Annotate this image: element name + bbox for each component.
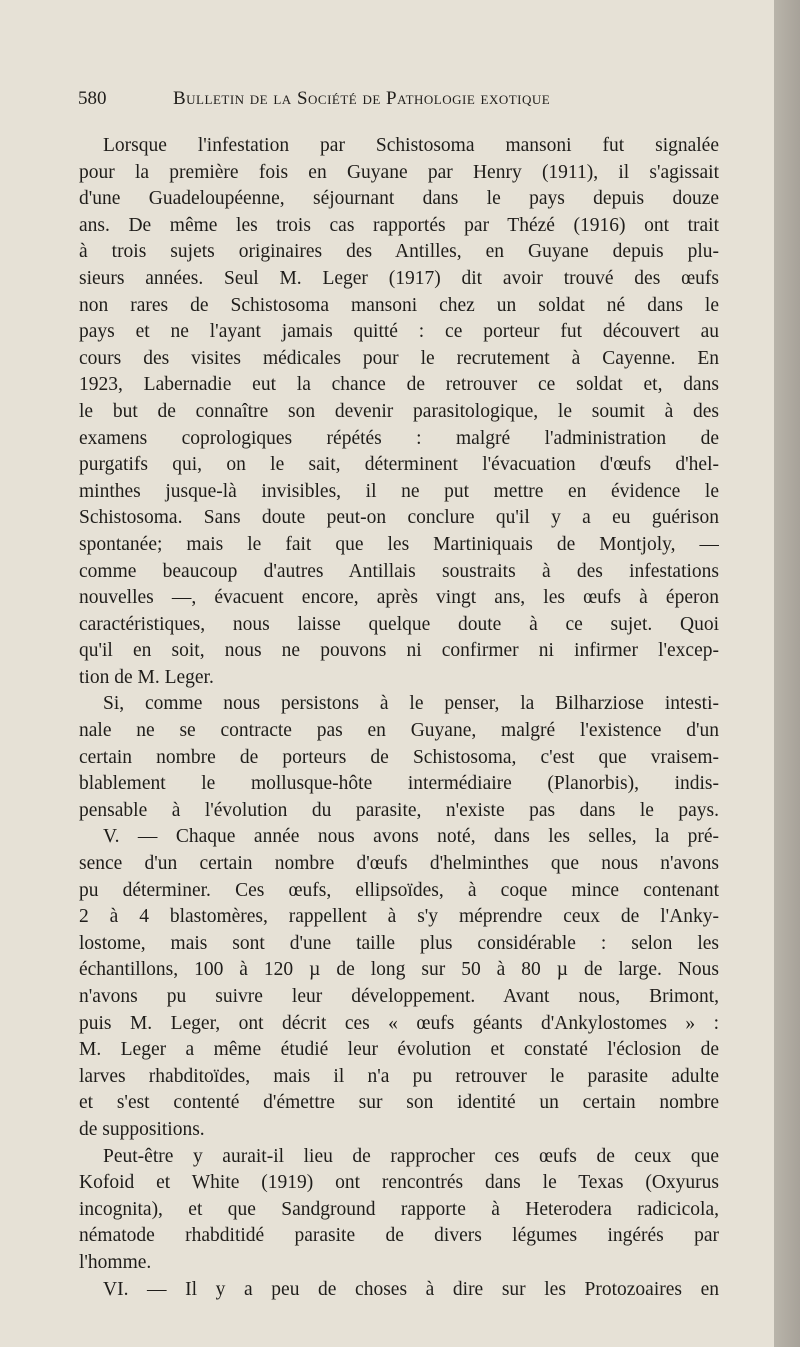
text-line: échantillons, 100 à 120 µ de long sur 50 à 80 µ de large. Nous [79, 959, 719, 981]
text-line: et s'est contenté d'émettre sur son identité un certain nombre [79, 1092, 719, 1114]
text-line: puis M. Leger, ont décrit ces « œufs géants d'Ankylostomes » : [79, 1012, 719, 1034]
text-line: de suppositions. [79, 1118, 205, 1140]
text-line: minthes jusque-là invisibles, il ne put mettre en évidence le [79, 480, 719, 502]
text-line: sence d'un certain nombre d'œufs d'helminthes que nous n'avons [79, 853, 719, 875]
text-line: tion de M. Leger. [79, 666, 214, 688]
text-line: VI. — Il y a peu de choses à dire sur les Protozoaires en [103, 1278, 719, 1300]
text-line: pu déterminer. Ces œufs, ellipsoïdes, à coque mince contenant [79, 879, 719, 901]
page-header [78, 88, 698, 112]
text-line: sieurs années. Seul M. Leger (1917) dit avoir trouvé des œufs [79, 267, 719, 289]
text-line: Peut-être y aurait-il lieu de rapprocher ces œufs de ceux que [103, 1145, 719, 1167]
text-line: non rares de Schistosoma mansoni chez un soldat né dans le [79, 294, 719, 316]
text-line: spontanée; mais le fait que les Martiniquais de Montjoly, — [79, 533, 719, 555]
text-line: pays et ne l'ayant jamais quitté : ce porteur fut découvert au [79, 321, 719, 343]
text-line: comme beaucoup d'autres Antillais soustraits à des infestations [79, 560, 719, 582]
text-line: incognita), et que Sandground rapporte à Heterodera radicicola, [79, 1198, 719, 1220]
text-line: 1923, Labernadie eut la chance de retrouver ce soldat et, dans [79, 374, 719, 396]
text-line: Si, comme nous persistons à le penser, la Bilharziose intesti- [103, 693, 719, 715]
text-line: larves rhabditoïdes, mais il n'a pu retrouver le parasite adulte [79, 1065, 719, 1087]
body-text [79, 133, 719, 1303]
text-line: examens coprologiques répétés : malgré l'administration de [79, 427, 719, 449]
running-title: Bulletin de la Société de Pathologie exotique [173, 88, 551, 109]
text-line: Schistosoma. Sans doute peut-on conclure qu'il y a eu guérison [79, 507, 719, 529]
text-line: Lorsque l'infestation par Schistosoma mansoni fut signalée [103, 135, 719, 156]
text-line: V. — Chaque année nous avons noté, dans les selles, la pré- [103, 826, 719, 848]
text-line: Kofoid et White (1919) ont rencontrés dans le Texas (Oxyurus [79, 1172, 719, 1194]
text-line: nale ne se contracte pas en Guyane, malgré l'existence d'un [79, 720, 719, 742]
text-line: à trois sujets originaires des Antilles, en Guyane depuis plu- [79, 241, 719, 263]
text-line: nouvelles —, évacuent encore, après vingt ans, les œufs à éperon [79, 587, 719, 609]
page-gutter [774, 0, 800, 1347]
text-line: d'une Guadeloupéenne, séjournant dans le pays depuis douze [79, 188, 719, 210]
text-line: cours des visites médicales pour le recrutement à Cayenne. En [79, 347, 719, 369]
text-line: nématode rhabditidé parasite de divers légumes ingérés par [79, 1225, 719, 1247]
text-line: le but de connaître son devenir parasitologique, le soumit à des [79, 400, 719, 422]
text-line: 2 à 4 blastomères, rappellent à s'y méprendre ceux de l'Anky- [79, 906, 719, 928]
text-line: ans. De même les trois cas rapportés par Thézé (1916) ont trait [79, 214, 719, 236]
text-line: blablement le mollusque-hôte intermédiaire (Planorbis), indis- [79, 773, 719, 795]
text-line: n'avons pu suivre leur développement. Avant nous, Brimont, [79, 986, 719, 1007]
page-number: 580 [78, 88, 107, 109]
text-line: qu'il en soit, nous ne pouvons ni confirmer ni infirmer l'excep- [79, 640, 719, 662]
text-line: caractéristiques, nous laisse quelque doute à ce sujet. Quoi [79, 613, 719, 635]
text-line: lostome, mais sont d'une taille plus considérable : selon les [79, 932, 719, 954]
text-line: purgatifs qui, on le sait, déterminent l'évacuation d'œufs d'hel- [79, 454, 719, 476]
text-line: certain nombre de porteurs de Schistosoma, c'est que vraisem- [79, 746, 719, 768]
text-line: M. Leger a même étudié leur évolution et constaté l'éclosion de [79, 1039, 719, 1061]
text-line: l'homme. [79, 1251, 152, 1273]
text-line: pensable à l'évolution du parasite, n'existe pas dans le pays. [79, 799, 719, 821]
text-line: pour la première fois en Guyane par Henry (1911), il s'agissait [79, 161, 719, 183]
